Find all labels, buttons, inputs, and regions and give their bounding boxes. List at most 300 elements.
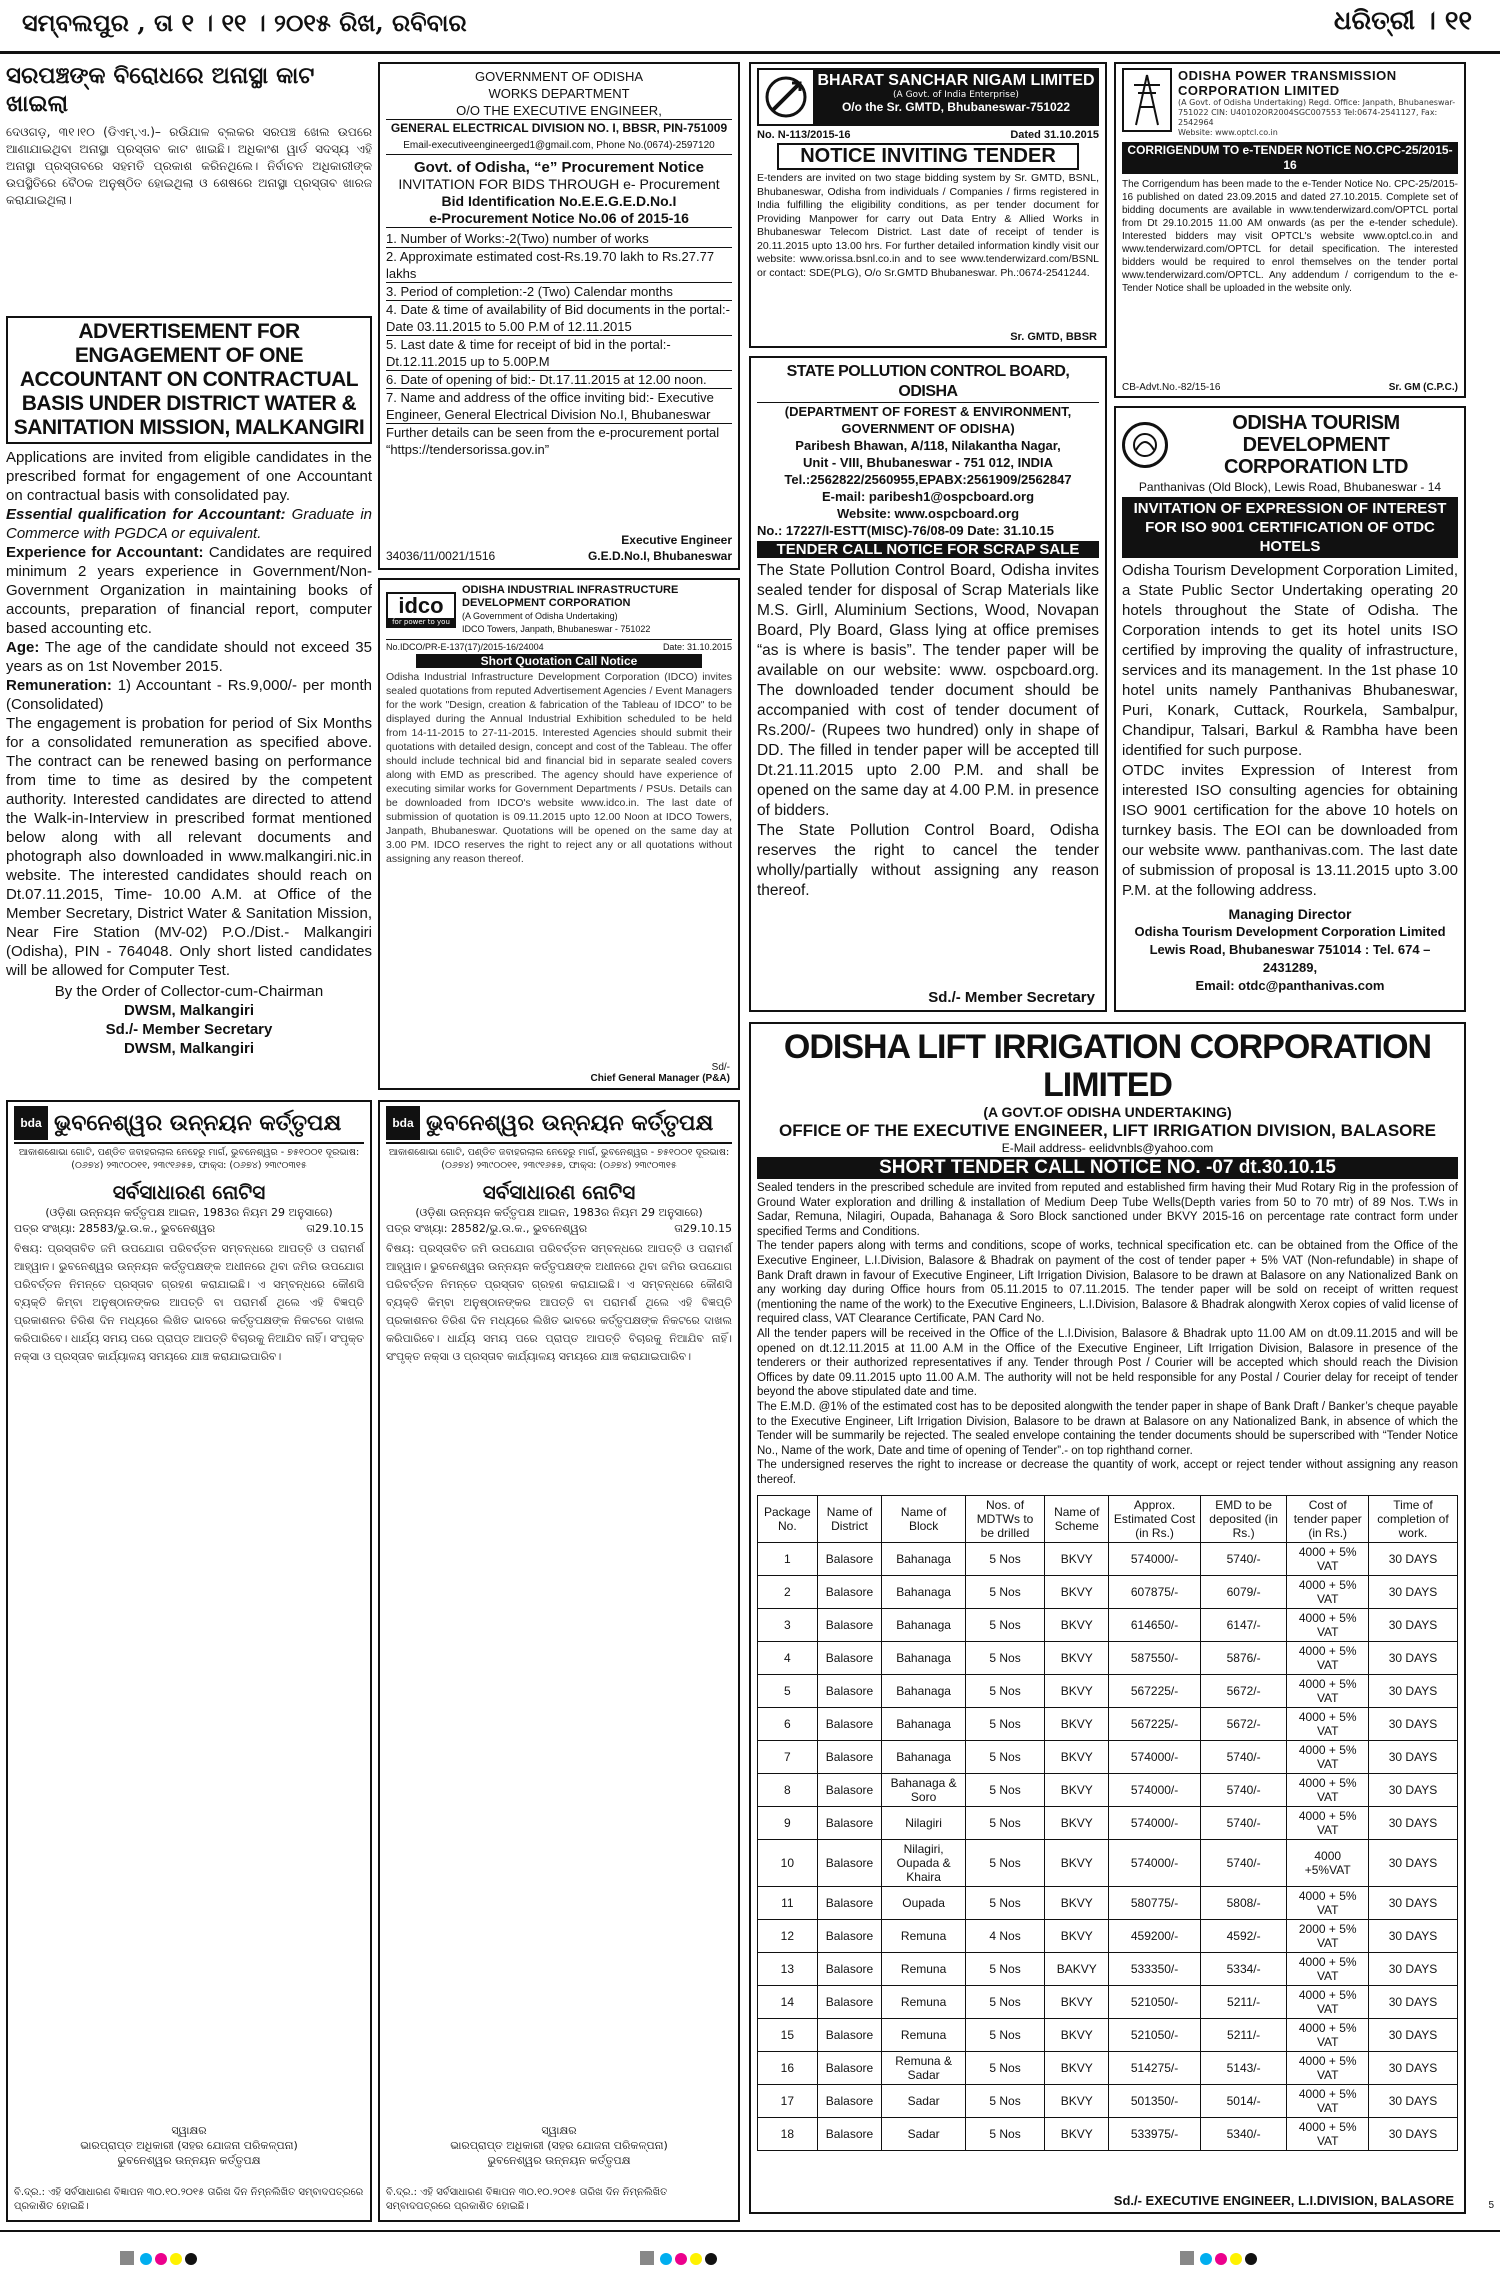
works-line-3: O/O THE EXECUTIVE ENGINEER, xyxy=(456,103,662,118)
table-cell: 4000 + 5% VAT xyxy=(1287,2085,1369,2118)
olic-sign: Sd./- EXECUTIVE ENGINEER, L.I.DIVISION, BALASORE xyxy=(1113,2193,1454,2208)
table-cell: BKVY xyxy=(1045,2085,1109,2118)
table-cell: 30 DAYS xyxy=(1368,1543,1457,1576)
idco-body: Odisha Industrial Infrastructure Development Corporation (IDCO) invites sealed quotations from reputed Advertisement Agencies / Event Managers for the work "Design, creation & fabrication of the Tableau of IDCO" to be displayed during the Annual Industrial Exhibition scheduled to be held from 14-11-2015 to 27-11-2015. Interested Agencies should submit their quotations with detailed design, concept and cost of the Tableau. The offer should include technical bid and financial bid in separate sealed covers along with EMD as prescribed. The agency should have experience of executing similar works for Government Departments / PSUs. Details can be downloaded from IDCO's website www.idco.in. The last date of submission of quotation is 09.11.2015 upto 12.00 Noon at IDCO Towers, Janpath, Bhubaneswar. Quotations will be opened on the same day at 3.00 PM. IDCO reserves the right to reject any or all quotations without assigning any reason thereof. xyxy=(386,671,732,865)
idco-sub-2: IDCO Towers, Janpath, Bhubaneswar - 751022 xyxy=(462,624,651,634)
bda-logo: bda xyxy=(14,1106,48,1140)
ad-accountant-sign: Sd./- Member Secretary xyxy=(105,1021,273,1038)
bda-addr: ଆକାଶଶୋଭା ଗୋଟି, ପଣ୍ଡିତ ଜବାହରଲାଲ ନେହେରୁ ମାର୍ଗ, ଭୁବନେଶ୍ୱର - ୭୫୧୦୦୧ ଦୂରଭାଷ: (୦୬୭୪) ୨୩୯୦୦୧୧, ୨୩୯୧୬୫୭, ଫାକ୍ସ: (୦୬୭୪) ୨୩୯୦୩୧୫ xyxy=(18,1147,360,1171)
table-cell: 6079/- xyxy=(1200,1576,1287,1609)
bda-foot: ବି.ଦ୍ର.: ଏହି ସର୍ବସାଧାରଣ ବିଜ୍ଞାପନ ୩୦.୧୦.୨୦୧୫ ତାରିଖ ଦିନ ନିମ୍ନଲିଖିତ ସମ୍ବାଦପତ୍ରରେ ପ୍ରକାଶିତ ହୋଇଛି। xyxy=(386,2187,668,2212)
color-registration xyxy=(640,2250,720,2269)
table-cell: 4000 + 5% VAT xyxy=(1287,1953,1369,1986)
page-header xyxy=(0,0,1500,54)
table-cell: 5 xyxy=(758,1675,818,1708)
table-cell: 5014/- xyxy=(1200,2085,1287,2118)
table-cell: 574000/- xyxy=(1109,1543,1200,1576)
table-cell: 30 DAYS xyxy=(1368,1642,1457,1675)
bsnl-sign: Sr. GMTD, BBSR xyxy=(1010,331,1097,343)
olic-column-header: Nos. of MDTWs to be drilled xyxy=(965,1496,1044,1543)
ad-spcb xyxy=(749,356,1107,1012)
otdc-sign-4: Email: otdc@panthanivas.com xyxy=(1195,978,1385,993)
spcb-name: STATE POLLUTION CONTROL BOARD, ODISHA xyxy=(757,362,1099,403)
table-cell: 5 Nos xyxy=(965,1953,1044,1986)
bsnl-ref: No. N-113/2015-16 xyxy=(757,129,851,141)
works-item: 5. Last date & time for receipt of bid in the portal:- Dt.12.11.2015 up to 5.00P.M xyxy=(386,336,732,371)
table-cell: 580775/- xyxy=(1109,1887,1200,1920)
table-cell: 17 xyxy=(758,2085,818,2118)
table-cell: 12 xyxy=(758,1920,818,1953)
table-cell: BAKVY xyxy=(1045,1953,1109,1986)
table-cell: Bahanaga & Soro xyxy=(882,1774,966,1807)
table-cell: Balasore xyxy=(817,1887,882,1920)
bsnl-body: E-tenders are invited on two stage bidding system by Sr. GMTD, BSNL, Bhubaneswar, Odisha from individuals / Companies / firms registered in India fulfilling the eligibility conditions, as per tender document for Providing Manpower for carry out Data Entry & Allied Works in Bhubaneswar Telecom District. Last date of receipt of tender is 20.11.2015 upto 13.00 hrs. For further detailed information kindly visit our website: www.orissa.bsnl.co.in and to see www.tenderwizard.com/BSNL or contact: SDE(PLG), O/o Sr.GMTD Bhubaneswar. Ph.:0674-2541244. xyxy=(757,172,1099,279)
idco-sign-2: Chief General Manager (P&A) xyxy=(590,1073,730,1084)
table-cell: Balasore xyxy=(817,1642,882,1675)
table-row xyxy=(758,1609,1458,1642)
table-cell: 5808/- xyxy=(1200,1887,1287,1920)
bda-foot: ବି.ଦ୍ର.: ଏହି ସର୍ବସାଧାରଣ ବିଜ୍ଞାପନ ୩୦.୧୦.୨୦୧୫ ତାରିଖ ଦିନ ନିମ୍ନଲିଖିତ ସମ୍ବାଦପତ୍ରରେ ପ୍ରକାଶିତ ହୋଇଛି। xyxy=(14,2187,364,2212)
table-cell: BKVY xyxy=(1045,1609,1109,1642)
table-cell: 5 Nos xyxy=(965,1543,1044,1576)
works-ref: 34036/11/0021/1516 xyxy=(386,549,496,563)
table-cell: Bahanaga xyxy=(882,1708,966,1741)
table-cell: 30 DAYS xyxy=(1368,1887,1457,1920)
bda-name: ଭୁବନେଶ୍ୱର ଉନ୍ନୟନ କର୍ତ୍ତୃପକ୍ଷ xyxy=(54,1110,342,1136)
ad-olic xyxy=(749,1022,1466,2214)
idco-title: Short Quotation Call Notice xyxy=(416,654,702,668)
spcb-body: The State Pollution Control Board, Odisha invites sealed tender for disposal of Scrap Materials like M.S. Girll, Aluminium Sections, Wood, Novapan Board, Ply Board, Glass lying at office premises “as is where is basis”. The tender paper will be available on our website: www. ospcboard.org. The downloaded tender document should be accompanied with cost of tender document of Rs.200/- (Rupees two hundred) only in shape of DD. The filled in tender paper will be accepted till Dt.21.11.2015 upto 2.00 P.M. and shall be opened on the same day at 4.00 P.M. in presence of bidders. xyxy=(757,562,1099,819)
ad-otdc xyxy=(1114,406,1466,1012)
table-row xyxy=(758,2019,1458,2052)
bsnl-name: BHARAT SANCHAR NIGAM LIMITED xyxy=(817,72,1095,89)
olic-email: E-Mail address- eelidvnbls@yahoo.com xyxy=(1001,1141,1214,1155)
otdc-logo-icon xyxy=(1122,422,1168,468)
table-cell: 4000 + 5% VAT xyxy=(1287,1642,1369,1675)
works-item: 7. Name and address of the office inviting bid:- Executive Engineer, General Electrical Division No.I, Bhubaneswar xyxy=(386,389,732,424)
table-cell: BKVY xyxy=(1045,1741,1109,1774)
bda-sub: (ଓଡ଼ିଶା ଉନ୍ନୟନ କର୍ତ୍ତୃପକ୍ଷ ଆଇନ, 1983ର ନିୟମ 29 ଅନୁସାରେ) xyxy=(45,1206,333,1219)
works-line-2: WORKS DEPARTMENT xyxy=(488,86,630,101)
bsnl-office: O/o the Sr. GMTD, Bhubaneswar-751022 xyxy=(841,100,1071,114)
table-cell: 5211/- xyxy=(1200,2019,1287,2052)
otdc-name-2: CORPORATION LTD xyxy=(1224,456,1408,478)
ad-accountant-rem-label: Remuneration: xyxy=(6,677,112,694)
table-cell: 30 DAYS xyxy=(1368,1774,1457,1807)
table-cell: 567225/- xyxy=(1109,1675,1200,1708)
table-row xyxy=(758,1576,1458,1609)
optcl-addr: (A Govt. of Odisha Undertaking) Regd. Office: Janpath, Bhubaneswar-751022 CIN: U40102OR2004SGC007553 Tel:0674-2541127, Fax: 2542964 xyxy=(1178,98,1456,127)
news-headline: ସରପଞ୍ଚଙ୍କ ବିରୋଧରେ ଅନାସ୍ଥା କାଟ ଖାଇଲା xyxy=(6,62,315,117)
bda-sign-1: ସ୍ୱାକ୍ଷର xyxy=(541,2124,577,2137)
table-cell: 4000 + 5% VAT xyxy=(1287,1986,1369,2019)
ad-bda-2 xyxy=(378,1100,740,2222)
otdc-addr: Panthanivas (Old Block), Lewis Road, Bhubaneswar - 14 xyxy=(1138,480,1442,494)
table-cell: 7 xyxy=(758,1741,818,1774)
table-cell: Bahanaga xyxy=(882,1675,966,1708)
works-sign-1: Executive Engineer xyxy=(621,533,732,547)
table-cell: Balasore xyxy=(817,1774,882,1807)
table-cell: 4000 + 5% VAT xyxy=(1287,1708,1369,1741)
olic-column-header: Name of District xyxy=(817,1496,882,1543)
otdc-sign-2: Odisha Tourism Development Corporation Limited xyxy=(1134,924,1446,939)
table-cell: Balasore xyxy=(817,1609,882,1642)
ad-accountant-exp: Candidates are required minimum 2 years experience in Government/Non-Government Organization in maintaining books of accounts, preparation of financial report, computer based accounting etc. xyxy=(6,544,372,637)
idco-sub-1: (A Government of Odisha Undertaking) xyxy=(462,611,618,621)
table-cell: 4000 + 5% VAT xyxy=(1287,2019,1369,2052)
olic-sub: (A GOVT.OF ODISHA UNDERTAKING) xyxy=(983,1104,1232,1120)
color-registration xyxy=(1180,2250,1260,2269)
table-cell: BKVY xyxy=(1045,1708,1109,1741)
spcb-sign: Sd./- Member Secretary xyxy=(928,989,1095,1006)
table-cell: 13 xyxy=(758,1953,818,1986)
bda-body: ବିଷୟ: ପ୍ରସ୍ତାବିତ ଜମି ଉପଯୋଗ ପରିବର୍ତ୍ତନ ସମ୍ବନ୍ଧରେ ଆପତ୍ତି ଓ ପରାମର୍ଶ ଆହ୍ୱାନ। ଭୁବନେଶ୍ୱର ଉନ୍ନୟନ କର୍ତ୍ତୃପକ୍ଷଙ୍କ ଅଧୀନରେ ଥିବା ଜମିର ଉପଯୋଗ ପରିବର୍ତ୍ତନ ନିମନ୍ତେ ପ୍ରସ୍ତାବ ଗ୍ରହଣ କରାଯାଇଛି। ଏ ସମ୍ବନ୍ଧରେ କୌଣସି ବ୍ୟକ୍ତି କିମ୍ବା ଅନୁଷ୍ଠାନଙ୍କର ଆପତ୍ତି ବା ପରାମର୍ଶ ଥିଲେ ଏହି ବିଜ୍ଞପ୍ତି ପ୍ରକାଶନର ତିରିଶ ଦିନ ମଧ୍ୟରେ ଲିଖିତ ଭାବରେ କର୍ତ୍ତୃପକ୍ଷଙ୍କ ନିକଟରେ ଦାଖଲ କରିପାରିବେ। ଧାର୍ଯ୍ୟ ସମୟ ପରେ ପ୍ରାପ୍ତ ଆପତ୍ତି ବିଚାରକୁ ନିଆଯିବ ନାହିଁ। ସଂପୃକ୍ତ ନକ୍ସା ଓ ପ୍ରସ୍ତାବ କାର୍ଯ୍ୟାଳୟ ସମୟରେ ଯାଞ୍ଚ କରାଯାଇପାରିବ। xyxy=(14,1242,364,1363)
tower-icon xyxy=(1122,68,1172,132)
bda-sign-2: ଭାରପ୍ରାପ୍ତ ଅଧିକାରୀ (ସହର ଯୋଜନା ପରିକଳ୍ପନା) xyxy=(80,2139,298,2152)
table-cell: BKVY xyxy=(1045,2052,1109,2085)
spcb-addr-2: Unit - VIII, Bhubaneswar - 751 012, INDIA xyxy=(803,455,1053,470)
table-cell: 4000 + 5% VAT xyxy=(1287,2052,1369,2085)
table-cell: 18 xyxy=(758,2118,818,2151)
idco-name-2: DEVELOPMENT CORPORATION xyxy=(462,597,631,609)
works-item: 3. Period of completion:-2 (Two) Calendar months xyxy=(386,283,732,301)
table-cell: 8 xyxy=(758,1774,818,1807)
table-row xyxy=(758,1986,1458,2019)
table-cell: 30 DAYS xyxy=(1368,1576,1457,1609)
table-cell: 16 xyxy=(758,2052,818,2085)
table-row xyxy=(758,1807,1458,1840)
table-cell: 587550/- xyxy=(1109,1642,1200,1675)
bda-sign-2: ଭାରପ୍ରାପ୍ତ ଅଧିକାରୀ (ସହର ଯୋଜନା ପରିକଳ୍ପନା) xyxy=(450,2139,668,2152)
table-cell: 30 DAYS xyxy=(1368,1920,1457,1953)
otdc-sign-1: Managing Director xyxy=(1228,906,1352,922)
table-cell: 5672/- xyxy=(1200,1675,1287,1708)
olic-p1: Sealed tenders in the prescribed schedule are invited from reputed and established firm having their Mud Rotary Rig in the profession of Ground Water exploration and drilling & installation of Medium Deep Tube Wells(Depth varies from 50 to 70 mtr) of 89 Nos. T.Ws in Sadar, Remuna, Nilagiri, Oupada, Bahanaga & Soro Block sanctioned under BKVY 2015-16 on percentage rate contract form under specified Terms and Conditions. xyxy=(757,1182,1458,1238)
olic-column-header: Name of Block xyxy=(882,1496,966,1543)
idco-date: Date: 31.10.2015 xyxy=(662,642,732,652)
ad-accountant-org: DWSM, Malkangiri xyxy=(123,1002,254,1019)
table-cell: Balasore xyxy=(817,1920,882,1953)
table-cell: Balasore xyxy=(817,1953,882,1986)
header-masthead: ଧରିତ୍ରୀ । ୧୧ xyxy=(1333,6,1472,36)
table-cell: 30 DAYS xyxy=(1368,1741,1457,1774)
spcb-tel: Tel.:2562822/2560955,EPABX:2561909/2562847 xyxy=(784,472,1072,487)
table-cell: 4 Nos xyxy=(965,1920,1044,1953)
table-cell: Remuna & Sadar xyxy=(882,2052,966,2085)
works-title-1: Govt. of Odisha, “e” Procurement Notice xyxy=(413,159,705,176)
table-cell: BKVY xyxy=(1045,1675,1109,1708)
ad-accountant-intro: Applications are invited from eligible candidates in the prescribed format for engagement of one Accountant on contractual basis with consolidated pay. xyxy=(6,449,372,504)
table-cell: Balasore xyxy=(817,1807,882,1840)
table-cell: 5 Nos xyxy=(965,2052,1044,2085)
olic-name: ODISHA LIFT IRRIGATION CORPORATION LIMITED xyxy=(783,1028,1432,1104)
olic-p3: All the tender papers will be received in the Office of the L.I.Division, Balasore & Bhadrak upto 11.00 AM on dt.09.11.2015 and will be opened on dt.12.11.2015 at 11.00 A.M in the Office of the Executive Engineer, Lift Irrigation Division, Balasore in presence of the tenderers or their authorized representatives if any. Tender through Post / Courier will be accepted which should reach the Division Offices by date 09.11.2015 upto 11.00 A.M. The authority will not be held responsible for any Postal / Courier delay for receipt of tender beyond the above stipulated date and time. xyxy=(757,1327,1458,1399)
ad-optcl xyxy=(1114,62,1466,398)
optcl-title: CORRIGENDUM TO e-TENDER NOTICE NO.CPC-25/2015-16 xyxy=(1122,142,1458,174)
works-item: 4. Date & time of availability of Bid documents in the portal:- Date 03.11.2015 to 5.00 P.M of 12.11.2015 xyxy=(386,301,732,336)
table-cell: 5 Nos xyxy=(965,1807,1044,1840)
table-cell: 4000 + 5% VAT xyxy=(1287,1887,1369,1920)
bda-name: ଭୁବନେଶ୍ୱର ଉନ୍ନୟନ କର୍ତ୍ତୃପକ୍ଷ xyxy=(426,1110,714,1136)
table-row xyxy=(758,1708,1458,1741)
bda-sub: (ଓଡ଼ିଶା ଉନ୍ନୟନ କର୍ତ୍ତୃପକ୍ଷ ଆଇନ, 1983ର ନିୟମ 29 ଅନୁସାରେ) xyxy=(415,1206,703,1219)
optcl-name-2: CORPORATION LIMITED xyxy=(1178,83,1340,98)
bda-sign-3: ଭୁବନେଶ୍ୱର ଉନ୍ନୟନ କର୍ତ୍ତୃପକ୍ଷ xyxy=(117,2154,261,2167)
bda-ref: ପତ୍ର ସଂଖ୍ୟା: 28583/ଭୁ.ଉ.କ., ଭୁବନେଶ୍ୱର xyxy=(14,1222,216,1235)
table-cell: 4000 + 5% VAT xyxy=(1287,1576,1369,1609)
table-cell: 15 xyxy=(758,2019,818,2052)
table-cell: 574000/- xyxy=(1109,1807,1200,1840)
table-cell: 5 Nos xyxy=(965,1708,1044,1741)
spcb-body-2: The State Pollution Control Board, Odisha reserves the right to cancel the tender wholly/partially without assigning any reason thereof. xyxy=(757,822,1099,899)
olic-office: OFFICE OF THE EXECUTIVE ENGINEER, LIFT IRRIGATION DIVISION, BALASORE xyxy=(778,1121,1437,1140)
table-row xyxy=(758,2118,1458,2151)
table-cell: 4000 + 5% VAT xyxy=(1287,1543,1369,1576)
table-cell: 5 Nos xyxy=(965,1986,1044,2019)
table-row xyxy=(758,2052,1458,2085)
table-cell: BKVY xyxy=(1045,1807,1109,1840)
table-cell: 30 DAYS xyxy=(1368,2019,1457,2052)
ad-bda-1 xyxy=(6,1100,372,2222)
table-cell: 5672/- xyxy=(1200,1708,1287,1741)
table-cell: Bahanaga xyxy=(882,1741,966,1774)
table-cell: 5740/- xyxy=(1200,1741,1287,1774)
table-cell: 30 DAYS xyxy=(1368,1708,1457,1741)
optcl-name-1: ODISHA POWER TRANSMISSION xyxy=(1178,68,1397,83)
ad-idco xyxy=(378,578,740,1090)
spcb-web: Website: www.ospcboard.org xyxy=(836,506,1020,521)
table-cell: 30 DAYS xyxy=(1368,1840,1457,1887)
table-cell: 5 Nos xyxy=(965,2085,1044,2118)
news-body: ଦେଓଗଡ଼, ୩୧।୧୦ (ଡିଏମ୍.ଏ.)– ରଉିଯାଳ ବ୍ଲକର ସରପଞ୍ଚ ଖେଲ ଉପରେ ଆଣାଯାଇଥିବା ଅନାସ୍ଥା ପ୍ରସ୍ତାବ କାଟ ଖାଇଛି। ଅଧିକାଂଶ ୱାର୍ଡ ସଦସ୍ୟ ଏହି ଅନାସ୍ଥା ପ୍ରସ୍ତାବରେ ସହମତି ପ୍ରକାଶ କରିନଥିଲେ। ନିର୍ବାଚନ ଅଧିକାରୀଙ୍କ ଉପସ୍ଥିତିରେ ବୈଠକ ଅନୁଷ୍ଠିତ ହୋଇଥିଲା ଓ ଶେଷରେ ଅନାସ୍ଥା ପ୍ରସ୍ତାବ ଖାରଜ କରାଯାଇଥିଲା। xyxy=(6,125,372,207)
olic-column-header: Name of Scheme xyxy=(1045,1496,1109,1543)
table-cell: Balasore xyxy=(817,2019,882,2052)
olic-column-header: Time of completion of work. xyxy=(1368,1496,1457,1543)
otdc-title: INVITATION OF EXPRESSION OF INTEREST FOR ISO 9001 CERTIFICATION OF OTDC HOTELS xyxy=(1122,497,1458,558)
table-cell: Balasore xyxy=(817,1708,882,1741)
news-article xyxy=(6,62,372,302)
table-cell: 574000/- xyxy=(1109,1840,1200,1887)
bda-sign-3: ଭୁବନେଶ୍ୱର ଉନ୍ନୟନ କର୍ତ୍ତୃପକ୍ଷ xyxy=(487,2154,631,2167)
table-cell: 11 xyxy=(758,1887,818,1920)
table-cell: 6 xyxy=(758,1708,818,1741)
table-cell: Nilagiri, Oupada & Khaira xyxy=(882,1840,966,1887)
table-row xyxy=(758,2085,1458,2118)
olic-p2: The tender papers along with terms and conditions, scope of works, technical specification etc. can be obtained from the Office of the Executive Engineer, L.I.Division, Balasore & Bhadrak on payment of the cost of tender paper + 5% VAT (Non-refundable) in shape of Bank Draft drawn in favour of Executive Engineer, Lift Irrigation Division, Balasore to be drawn at Balasore on any Nationalized Bank on any working day during Office hours from 05.11.2015 to 07.11.2015. The tender paper will be sold on receipt of written request (mentioning the name of the work) to the Executive Engineers, L.I.Division, Balasore & Bhadrak alongwith Xerox copies of valid license of required class, VAT Clearance Certificate, PAN Card No. xyxy=(757,1240,1458,1326)
otdc-sign-3: Lewis Road, Bhubaneswar 751014 : Tel. 674 – 2431289, xyxy=(1149,942,1431,975)
works-item: 2. Approximate estimated cost-Rs.19.70 lakh to Rs.27.77 lakhs xyxy=(386,248,732,283)
works-line-1: GOVERNMENT OF ODISHA xyxy=(474,69,644,84)
table-cell: Bahanaga xyxy=(882,1576,966,1609)
ad-accountant-qual-label: Essential qualification for Accountant: xyxy=(6,506,286,523)
bda-addr: ଆକାଶଶୋଭା ଗୋଟି, ପଣ୍ଡିତ ଜବାହରଲାଲ ନେହେରୁ ମାର୍ଗ, ଭୁବନେଶ୍ୱର - ୭୫୧୦୦୧ ଦୂରଭାଷ: (୦୬୭୪) ୨୩୯୦୦୧୧, ୨୩୯୧୬୫୭, ଫାକ୍ସ: (୦୬୭୪) ୨୩୯୦୩୧୫ xyxy=(388,1147,730,1171)
optcl-body: The Corrigendum has been made to the e-Tender Notice No. CPC-25/2015-16 published on dated 23.09.2015 and dated 27.10.2015. Complete set of bidding documents are available in www.tenderwizard.com/OPTCL portal from Dt 29.10.2015 11.00 AM onwards (as per the e-tender schedule). Interested bidders may visit OPTCL's website www.optcl.co.in and www.tenderwizard.com/OPTCL for detail specification. The interested bidders would be required to enrol themselves on the tender portal www.tenderwizard.com/OPTCL. Any addendum / corrigendum to the e-Tender Notice shall be uploaded in the website only. xyxy=(1122,179,1458,294)
works-line-5: Email-executiveengineerged1@gmail.com, Phone No.(0674)-2597120 xyxy=(386,137,732,155)
table-cell: 5 Nos xyxy=(965,1887,1044,1920)
table-row xyxy=(758,1953,1458,1986)
ad-accountant-body: The engagement is probation for period of Six Months for a consolidated remuneration as specified above. The contract can be renewed basing on performance from time to time as desired by the competent authority. Interested candidates are directed to attend the Walk-in-Interview in prescribed format mentioned below along with all relevant documents and photograph also downloaded in www.malkangiri.nic.in website. The interested candidates should reach on Dt.07.11.2015, Time- 10.00 A.M. at Office of the Member Secretary, District Water & Sanitation Mission, Near Fire Station (MV-02) P.O./Dist.- Malkangiri (Odisha), PIN - 764048. Only short listed candidates will be allowed for Computer Test. xyxy=(6,715,372,979)
table-cell: 5740/- xyxy=(1200,1840,1287,1887)
table-cell: Balasore xyxy=(817,1543,882,1576)
table-cell: 459200/- xyxy=(1109,1920,1200,1953)
table-cell: 5740/- xyxy=(1200,1807,1287,1840)
table-cell: BKVY xyxy=(1045,1920,1109,1953)
works-title-4: e-Procurement Notice No.06 of 2015-16 xyxy=(386,210,732,228)
table-cell: Balasore xyxy=(817,1675,882,1708)
table-cell: Sadar xyxy=(882,2118,966,2151)
table-cell: 3 xyxy=(758,1609,818,1642)
table-cell: 30 DAYS xyxy=(1368,1609,1457,1642)
otdc-body-2: OTDC invites Expression of Interest from interested ISO consulting agencies for obtaining ISO 9001 certification for the above 10 hotels on turnkey basis. The EOI can be downloaded from our website www. panthanivas.com. The last date of submission of proposal is 13.11.2015 upto 3.00 P.M. at the following address. xyxy=(1122,762,1458,899)
works-further: Further details can be seen from the e-procurement portal “https://tendersorissa.gov.in” xyxy=(386,425,720,457)
table-cell: 5876/- xyxy=(1200,1642,1287,1675)
table-cell: 614650/- xyxy=(1109,1609,1200,1642)
optcl-ref: CB-Advt.No.-82/15-16 xyxy=(1122,382,1221,393)
table-cell: 30 DAYS xyxy=(1368,1675,1457,1708)
bsnl-date: Dated 31.10.2015 xyxy=(1010,129,1099,141)
works-line-4: GENERAL ELECTRICAL DIVISION NO. I, BBSR, PIN-751009 xyxy=(386,119,732,137)
table-cell: Oupada xyxy=(882,1887,966,1920)
table-cell: 30 DAYS xyxy=(1368,2052,1457,2085)
table-cell: Balasore xyxy=(817,1741,882,1774)
table-cell: 533350/- xyxy=(1109,1953,1200,1986)
ad-accountant-age: The age of the candidate should not exceed 35 years as on 1st November 2015. xyxy=(6,639,372,675)
ad-accountant-age-label: Age: xyxy=(6,639,40,656)
table-cell: 5334/- xyxy=(1200,1953,1287,1986)
optcl-web: Website: www.optcl.co.in xyxy=(1178,128,1278,137)
olic-column-header: EMD to be deposited (in Rs.) xyxy=(1200,1496,1287,1543)
table-cell: 30 DAYS xyxy=(1368,1953,1457,1986)
works-item: 6. Date of opening of bid:- Dt.17.11.2015 at 12.00 noon. xyxy=(386,371,732,389)
table-cell: 4592/- xyxy=(1200,1920,1287,1953)
table-cell: 4000 + 5% VAT xyxy=(1287,1675,1369,1708)
table-cell: Balasore xyxy=(817,2052,882,2085)
table-row xyxy=(758,1887,1458,1920)
table-cell: 4000 +5%VAT xyxy=(1287,1840,1369,1887)
table-cell: 5 Nos xyxy=(965,2118,1044,2151)
print-marks xyxy=(0,2230,1500,2286)
table-cell: 4000 + 5% VAT xyxy=(1287,1807,1369,1840)
table-cell: 5 Nos xyxy=(965,1774,1044,1807)
bda-title: ସର୍ବସାଧାରଣ ନୋଟିସ xyxy=(482,1180,636,1204)
works-sign-2: G.E.D.No.I, Bhubaneswar xyxy=(587,549,732,563)
header-date: ସମ୍ବଲପୁର , ତା ୧ । ୧୧ । ୨୦୧୫ ରିଖ, ରବିବାର xyxy=(22,8,467,37)
table-cell: Remuna xyxy=(882,1920,966,1953)
spcb-title: TENDER CALL NOTICE FOR SCRAP SALE xyxy=(757,541,1099,558)
works-title-2: INVITATION FOR BIDS THROUGH e- Procurement xyxy=(398,176,720,192)
table-cell: BKVY xyxy=(1045,1986,1109,2019)
spcb-email: E-mail: paribesh1@ospcboard.org xyxy=(821,489,1035,504)
table-cell: Remuna xyxy=(882,1986,966,2019)
otdc-name-1: ODISHA TOURISM DEVELOPMENT xyxy=(1232,412,1400,456)
table-cell: 514275/- xyxy=(1109,2052,1200,2085)
table-cell: 4 xyxy=(758,1642,818,1675)
table-cell: 2000 + 5% VAT xyxy=(1287,1920,1369,1953)
bda-title: ସର୍ବସାଧାରଣ ନୋଟିସ xyxy=(112,1180,266,1204)
idco-logo: idco for power to you xyxy=(386,592,456,628)
otdc-body-1: Odisha Tourism Development Corporation Limited, a State Public Sector Undertaking operating 20 hotels throughout the State of Odisha. The Corporation intends to get its hotel units ISO certified by improving the quality of infrastructure, services and its management. In the 1st phase 10 hotel units namely Panthanivas Bhubaneswar, Puri, Konark, Cuttack, Rourkela, Sambalpur, Chandipur, Talsari, Barkul & Rambha have been identified for such purpose. xyxy=(1122,562,1458,759)
idco-sign: Sd/- xyxy=(711,1062,730,1073)
olic-p5: The undersigned reserves the right to increase or decrease the quantity of work, accept or reject tender without assigning any reason thereof. xyxy=(757,1459,1458,1486)
table-cell: 521050/- xyxy=(1109,1986,1200,2019)
table-cell: 574000/- xyxy=(1109,1774,1200,1807)
idco-ref: No.IDCO/PR-E-137(17)/2015-16/24004 xyxy=(386,642,544,652)
table-cell: Balasore xyxy=(817,1576,882,1609)
olic-column-header: Approx. Estimated Cost (in Rs.) xyxy=(1109,1496,1200,1543)
bda-date: ତା29.10.15 xyxy=(306,1222,364,1235)
bda-sign-1: ସ୍ୱାକ୍ଷର xyxy=(171,2124,207,2137)
bsnl-sub: (A Govt. of India Enterprise) xyxy=(893,90,1019,100)
ad-works-dept xyxy=(378,62,740,570)
spcb-dept: (DEPARTMENT OF FOREST & ENVIRONMENT, GOVERNMENT OF ODISHA) xyxy=(784,404,1072,436)
table-cell: 5 Nos xyxy=(965,1675,1044,1708)
ad-accountant-sign-org: DWSM, Malkangiri xyxy=(123,1040,254,1057)
table-cell: 1 xyxy=(758,1543,818,1576)
table-cell: BKVY xyxy=(1045,1774,1109,1807)
ad-accountant-rem: 1) Accountant - Rs.9,000/- per month (Consolidated) xyxy=(6,677,372,713)
table-cell: 30 DAYS xyxy=(1368,2085,1457,2118)
table-cell: Bahanaga xyxy=(882,1609,966,1642)
ad-accountant-qual: Graduate in Commerce with PGDCA or equivalent. xyxy=(6,506,372,542)
table-cell: BKVY xyxy=(1045,2118,1109,2151)
table-cell: 10 xyxy=(758,1840,818,1887)
works-title-3: Bid Identification No.E.E.G.E.D.No.I xyxy=(441,193,677,209)
table-row xyxy=(758,1741,1458,1774)
table-cell: 574000/- xyxy=(1109,1741,1200,1774)
bda-ref: ପତ୍ର ସଂଖ୍ୟା: 28582/ଭୁ.ଉ.କ., ଭୁବନେଶ୍ୱର xyxy=(386,1222,588,1235)
table-cell: Balasore xyxy=(817,1840,882,1887)
table-cell: Remuna xyxy=(882,2019,966,2052)
ad-accountant-exp-label: Experience for Accountant: xyxy=(6,544,204,561)
table-cell: 4000 + 5% VAT xyxy=(1287,1774,1369,1807)
table-cell: BKVY xyxy=(1045,1642,1109,1675)
table-cell: 5 Nos xyxy=(965,1741,1044,1774)
optcl-sign: Sr. GM (C.P.C.) xyxy=(1388,382,1458,393)
table-cell: 5 Nos xyxy=(965,1642,1044,1675)
table-cell: 5340/- xyxy=(1200,2118,1287,2151)
table-cell: Nilagiri xyxy=(882,1807,966,1840)
bsnl-title: NOTICE INVITING TENDER xyxy=(777,143,1079,170)
table-cell: 567225/- xyxy=(1109,1708,1200,1741)
table-cell: 30 DAYS xyxy=(1368,1807,1457,1840)
bsnl-logo-icon xyxy=(759,70,815,124)
table-cell: Balasore xyxy=(817,1986,882,2019)
bda-logo: bda xyxy=(386,1106,420,1140)
ad-accountant-title: ADVERTISEMENT FOR ENGAGEMENT OF ONE ACCOUNTANT ON CONTRACTUAL BASIS UNDER DISTRICT WATER & SANITATION MISSION, MALKANGIRI xyxy=(6,316,372,444)
table-cell: 533975/- xyxy=(1109,2118,1200,2151)
spcb-addr-1: Paribesh Bhawan, A/118, Nilakantha Nagar, xyxy=(795,438,1061,453)
table-cell: BKVY xyxy=(1045,1543,1109,1576)
table-cell: 30 DAYS xyxy=(1368,1986,1457,2019)
spcb-ref: No.: 17227/I-ESTT(MISC)-76/08-09 Date: 31.10.15 xyxy=(757,523,1054,538)
table-cell: 5 Nos xyxy=(965,1576,1044,1609)
table-row xyxy=(758,1920,1458,1953)
table-cell: 4000 + 5% VAT xyxy=(1287,2118,1369,2151)
table-cell: BKVY xyxy=(1045,1887,1109,1920)
table-cell: BKVY xyxy=(1045,2019,1109,2052)
idco-name-1: ODISHA INDUSTRIAL INFRASTRUCTURE xyxy=(462,584,679,596)
bda-date: ତା29.10.15 xyxy=(674,1222,732,1235)
table-cell: Bahanaga xyxy=(882,1543,966,1576)
works-items xyxy=(386,230,732,458)
table-cell: 5740/- xyxy=(1200,1543,1287,1576)
ad-bsnl xyxy=(749,62,1107,348)
table-cell: 5143/- xyxy=(1200,2052,1287,2085)
table-row xyxy=(758,1543,1458,1576)
olic-column-header: Cost of tender paper (in Rs.) xyxy=(1287,1496,1369,1543)
olic-table-header xyxy=(758,1496,1458,1543)
table-cell: 5 Nos xyxy=(965,2019,1044,2052)
